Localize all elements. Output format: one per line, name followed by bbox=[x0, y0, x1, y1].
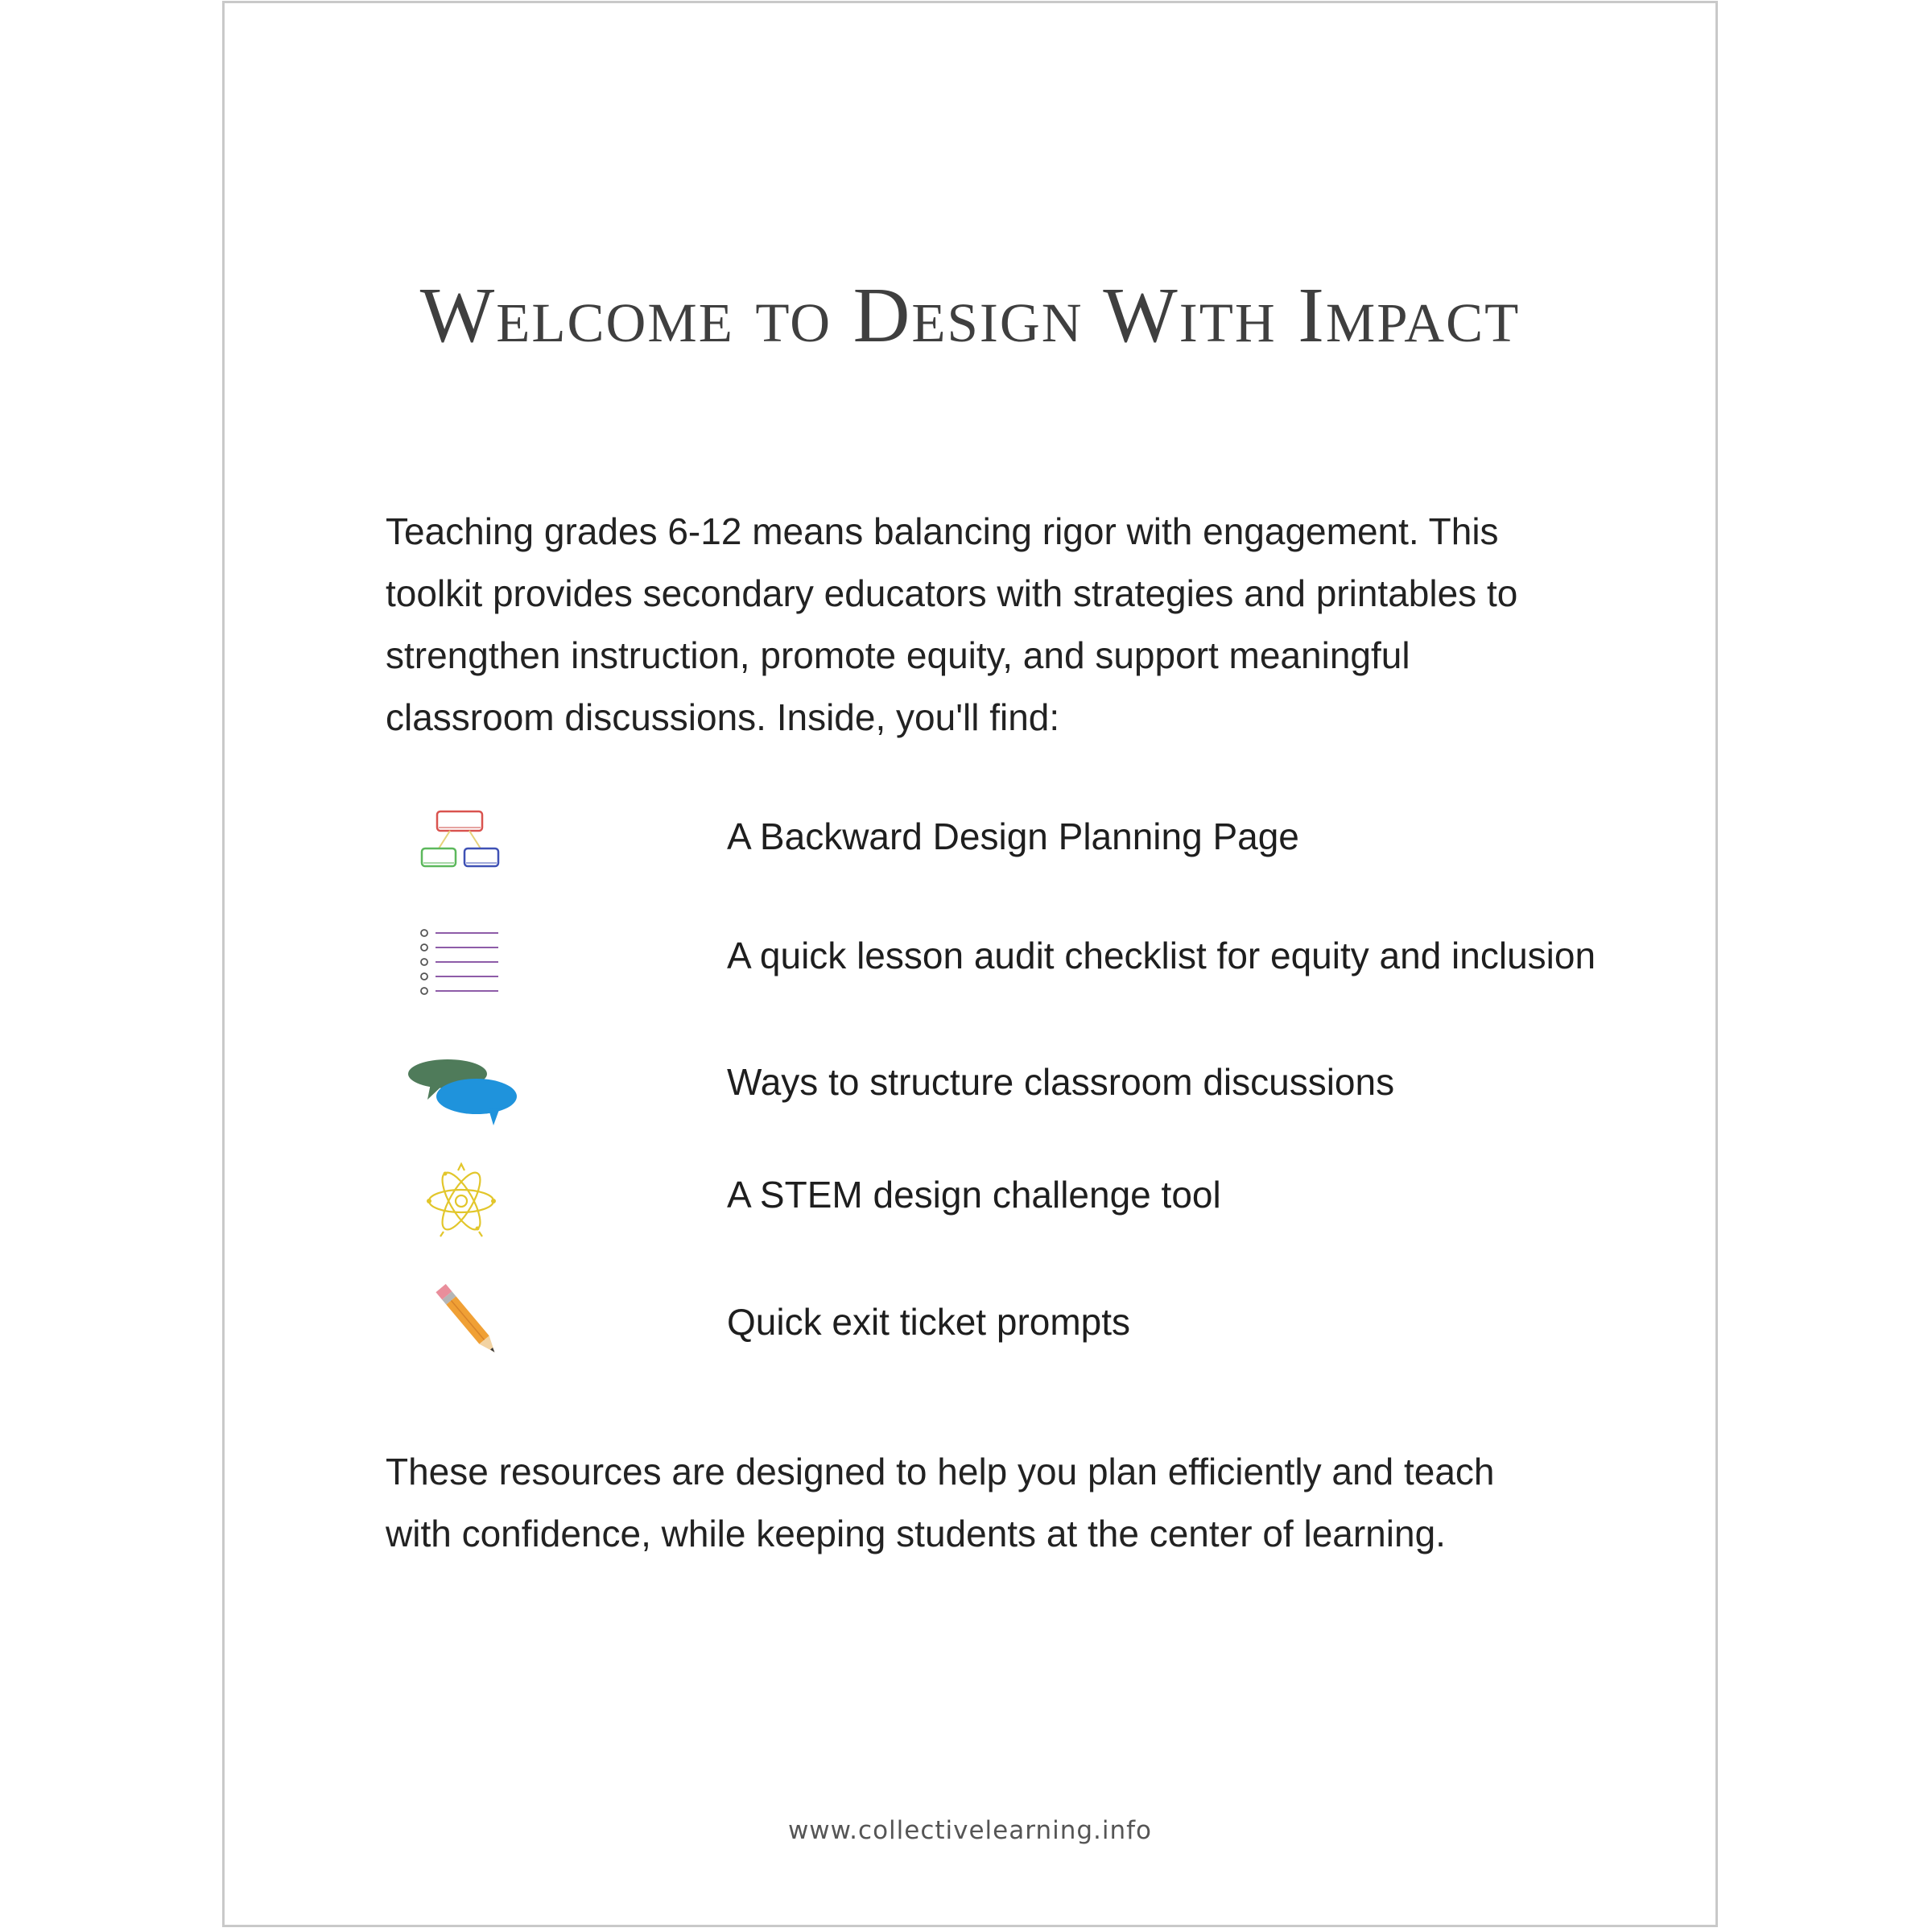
closing-paragraph: These resources are designed to help you plan efficiently and teach with confidence, while keeping students at the center of learning. bbox=[386, 1451, 1495, 1554]
list-item-label: A quick lesson audit checklist for equity and inclusion bbox=[727, 935, 1596, 976]
list-item-label: A Backward Design Planning Page bbox=[727, 815, 1299, 857]
page-title: Welcome to Design With Impact bbox=[419, 272, 1521, 359]
list-item-label: A STEM design challenge tool bbox=[727, 1174, 1221, 1216]
list-item bbox=[386, 792, 1553, 881]
pencil-icon bbox=[402, 1282, 522, 1362]
list-item-label: Ways to structure classroom discussions bbox=[727, 1061, 1395, 1103]
hierarchy-chart-icon bbox=[402, 792, 522, 881]
document-page bbox=[222, 1, 1718, 1927]
list-item bbox=[386, 1154, 1553, 1251]
atom-rocket-icon bbox=[402, 1154, 522, 1251]
list-item bbox=[386, 1042, 1553, 1138]
list-item-label: Quick exit ticket prompts bbox=[727, 1301, 1131, 1343]
intro-paragraph: Teaching grades 6-12 means balancing rigor with engagement. This toolkit provides secondary educators with strategies and printables to strengthen instruction, promote equity, and support meaningful classroom discussions. Inside, you'll find: bbox=[386, 510, 1518, 738]
speech-bubbles-icon bbox=[402, 1042, 522, 1138]
list-item bbox=[386, 1282, 1553, 1362]
footer-website: www.collectivelearning.info bbox=[787, 1816, 1153, 1845]
checklist-icon bbox=[402, 915, 522, 1012]
list-item bbox=[386, 915, 1596, 1012]
